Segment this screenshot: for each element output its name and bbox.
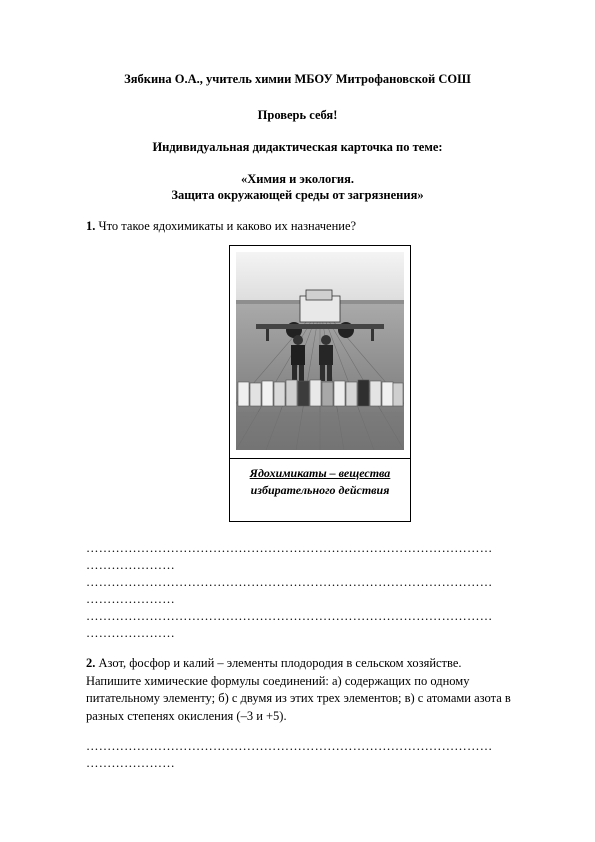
- topic-line-1: «Химия и экология.: [241, 172, 354, 186]
- answer-line: …………………: [86, 756, 175, 770]
- caption-line-1: Ядохимикаты – вещества: [249, 466, 391, 480]
- caption-box: [230, 458, 410, 522]
- answer-line: …………………: [86, 592, 175, 606]
- question-1-text: Что такое ядохимикаты и каково их назначение?: [95, 219, 357, 233]
- question-2-number: 2.: [86, 656, 96, 670]
- caption-line-2: избирательного действия: [250, 483, 390, 497]
- question-2-text: Азот, фосфор и калий – элементы плодородия в сельском хозяйстве. Напишите химические формулы соединений: а) содержащих по одному питательному элементу; б) с двумя из этих трех элементов; в) с атомами азота в разных степенях окисления (–3 и +5).: [86, 656, 511, 723]
- topic-line-2: Защита окружающей среды от загрязнения»: [171, 188, 424, 202]
- author-line: Зябкина О.А., учитель химии МБОУ Митрофановской СОШ: [124, 72, 471, 86]
- field-tractor-photo: [236, 252, 404, 450]
- check-yourself-heading: Проверь себя!: [257, 108, 338, 122]
- answer-line: ……………………………………………………………………………………: [86, 609, 493, 623]
- answer-line: ……………………………………………………………………………………: [86, 541, 493, 555]
- answer-line: ……………………………………………………………………………………: [86, 575, 493, 589]
- card-title: Индивидуальная дидактическая карточка по теме:: [152, 140, 443, 154]
- figure-box: [229, 245, 411, 522]
- question-1: [86, 219, 356, 234]
- answer-line: …………………: [86, 626, 175, 640]
- answer-line: …………………: [86, 558, 175, 572]
- topic-title: [0, 171, 595, 203]
- question-1-number: 1.: [86, 219, 96, 233]
- answer-line: ……………………………………………………………………………………: [86, 739, 493, 753]
- question-2: [86, 655, 516, 725]
- figure-caption: [235, 465, 405, 499]
